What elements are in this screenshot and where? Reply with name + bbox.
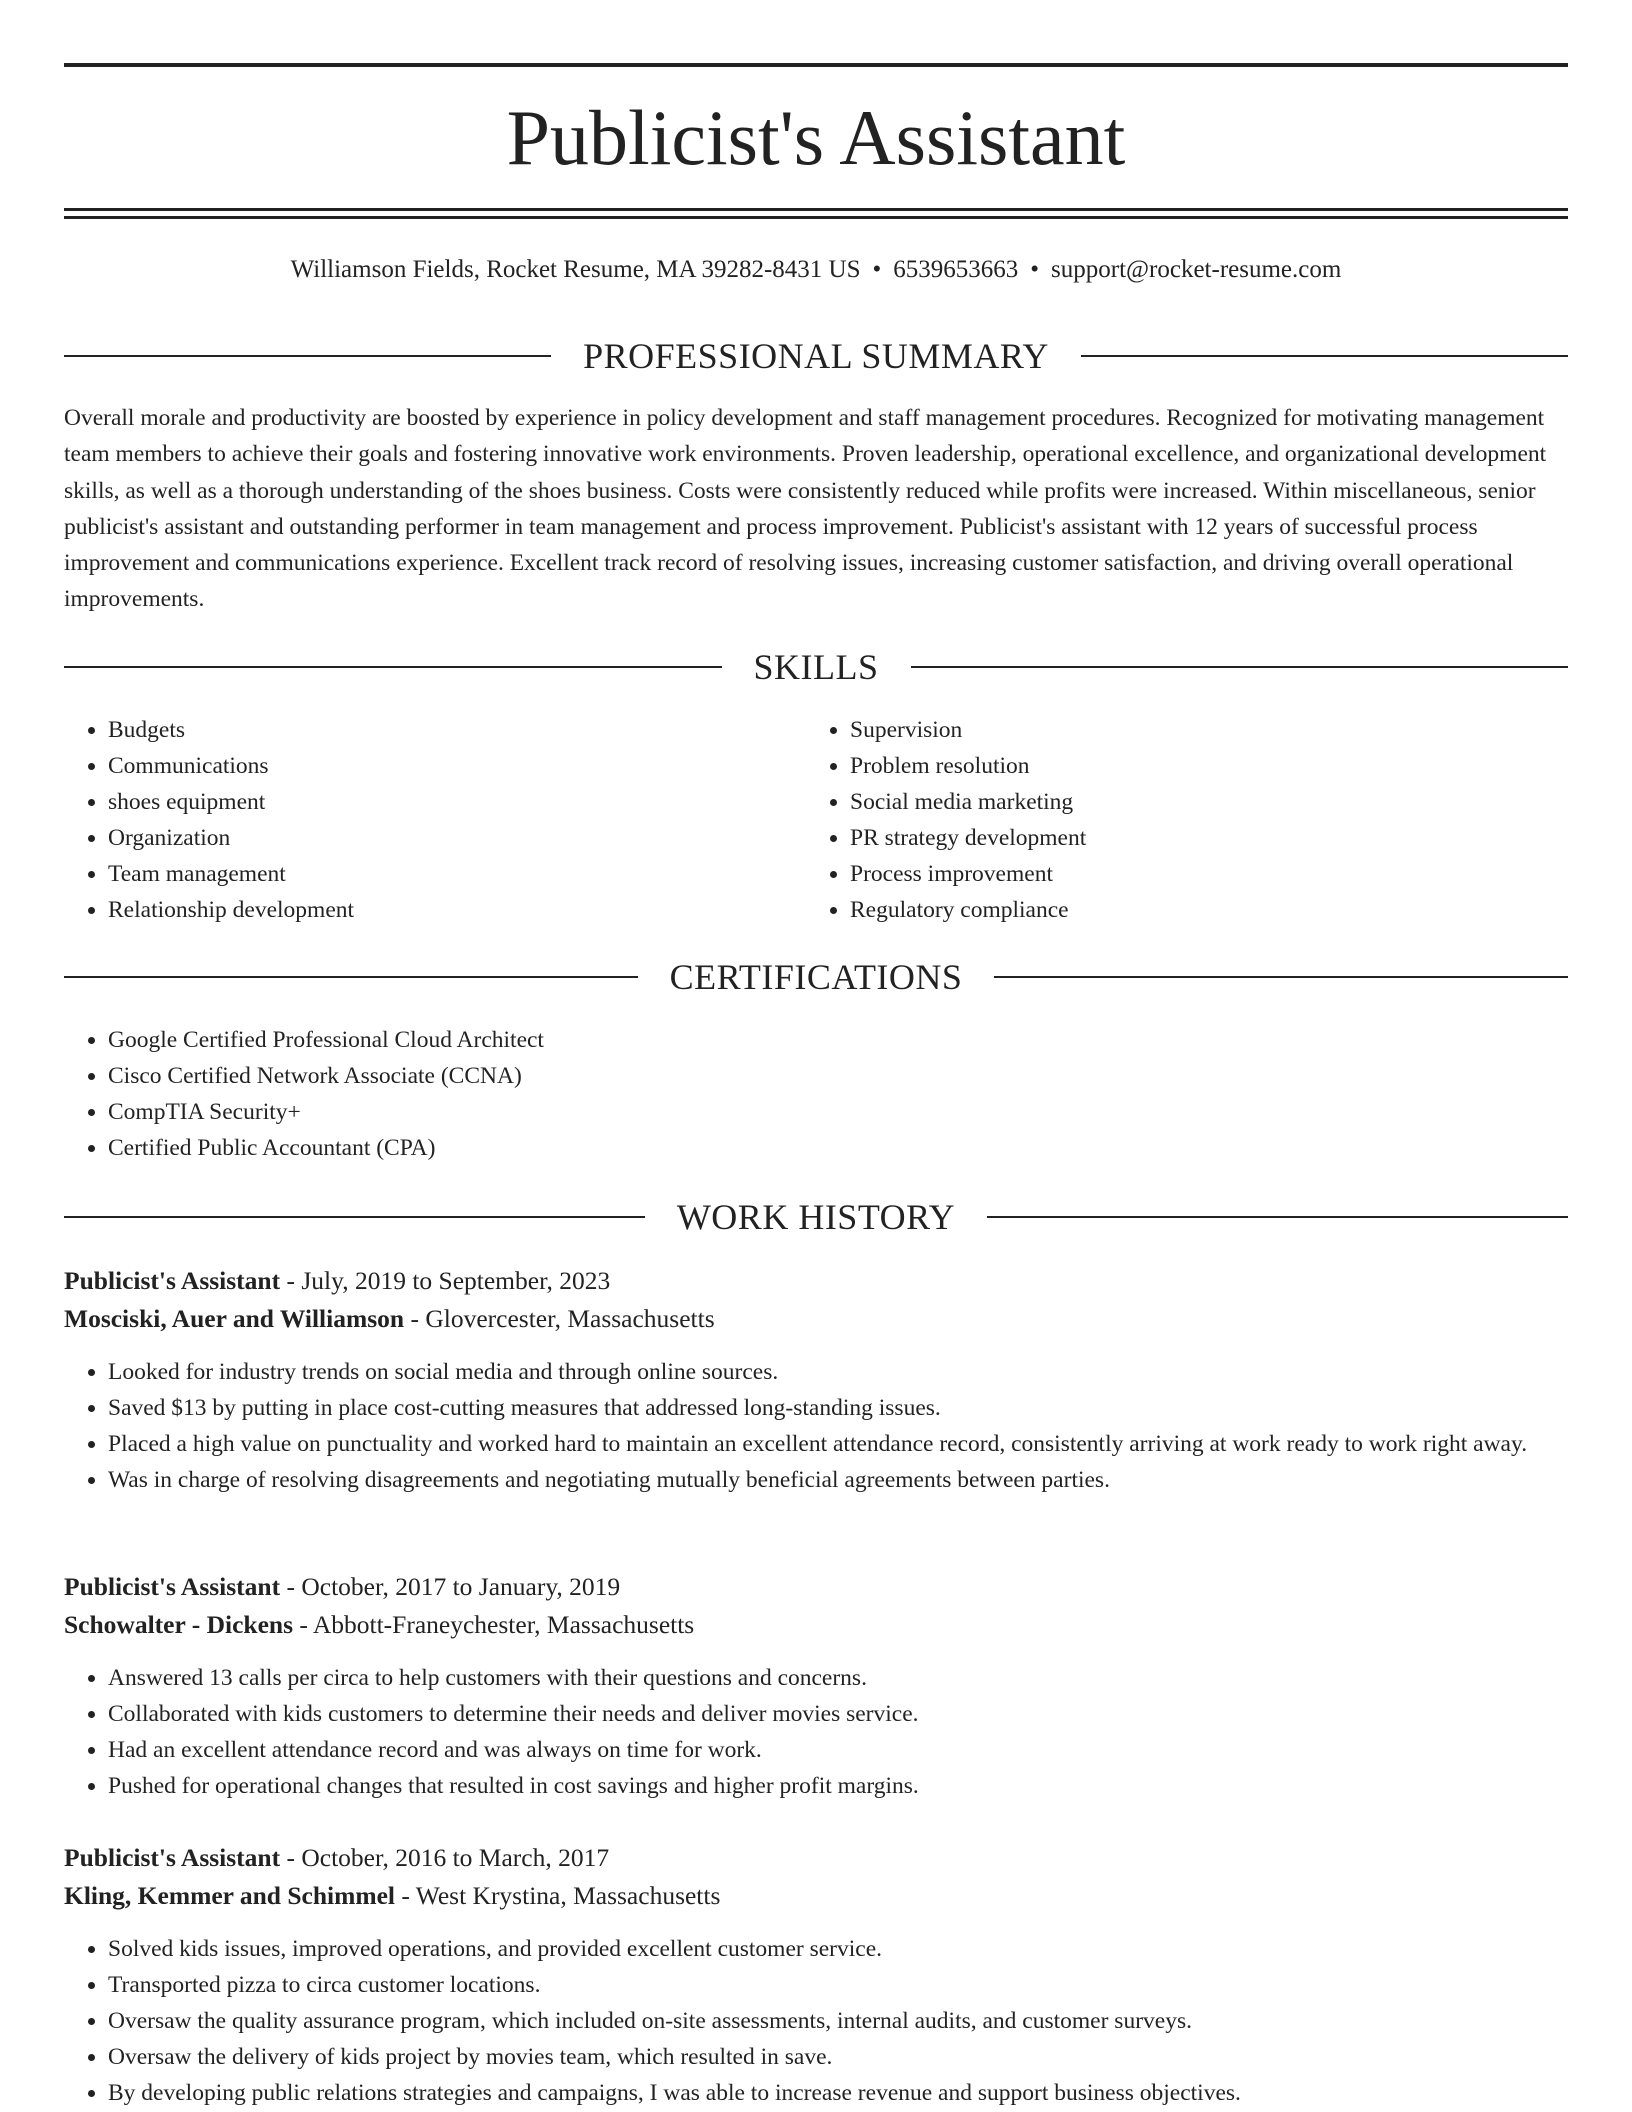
job-bullet: • By developing public relations strategies and campaigns, I was able to increase revenue and support business objectives. (108, 2075, 1568, 2111)
job-title: Publicist's Assistant (64, 1266, 281, 1295)
job-bullet: • Collaborated with kids customers to determine their needs and deliver movies service. (108, 1696, 1568, 1732)
skill-item: • Process improvement (850, 856, 1506, 892)
job-title: Publicist's Assistant (64, 1572, 281, 1601)
job-title-line (64, 1262, 1568, 1300)
skill-item: • Problem resolution (850, 748, 1506, 784)
job-bullet: • Had an excellent attendance record and was always on time for work. (108, 1732, 1568, 1768)
job-bullet: • Looked for industry trends on social media and through online sources. (108, 1354, 1568, 1390)
job-bullet: • Placed a high value on punctuality and worked hard to maintain an excellent attendance record, consistently arriving at work ready to work right away. (108, 1426, 1568, 1462)
contact-line (64, 254, 1568, 286)
job-bullet: • Oversaw the delivery of kids project by movies team, which resulted in save. (108, 2039, 1568, 2075)
certifications-list (64, 1022, 1568, 1166)
contact-address: Williamson Fields, Rocket Resume, MA 39282-8431 US (290, 256, 861, 283)
certification-item: • CompTIA Security+ (108, 1094, 1568, 1130)
skill-item: • Relationship development (108, 892, 764, 928)
job-bullet: • Solved kids issues, improved operations, and provided excellent customer service. (108, 1931, 1568, 1967)
certification-item: • Cisco Certified Network Associate (CCNA) (108, 1058, 1568, 1094)
section-rule (987, 1216, 1568, 1218)
section-header-certifications (64, 957, 1568, 997)
job-title-line (64, 1839, 1568, 1877)
job-location: - West Krystina, Massachusetts (395, 1881, 721, 1910)
skill-item: • Organization (108, 820, 764, 856)
job-bullet: • Was in charge of resolving disagreements and negotiating mutually beneficial agreements between parties. (108, 1462, 1568, 1498)
title-rule-lower (64, 216, 1568, 219)
contact-phone: 6539653663 (893, 256, 1019, 283)
skill-item: • Budgets (108, 712, 764, 748)
top-rule (64, 63, 1568, 67)
section-title: CERTIFICATIONS (669, 957, 963, 997)
job-bullet: • Answered 13 calls per circa to help customers with their questions and concerns. (108, 1660, 1568, 1696)
job-company-line (64, 1606, 1568, 1644)
job-company: Schowalter - Dickens (64, 1610, 294, 1639)
job-location: - Glovercester, Massachusetts (404, 1304, 715, 1333)
section-rule (994, 976, 1568, 978)
title-rule-upper (64, 208, 1568, 211)
job-company-line (64, 1300, 1568, 1338)
certification-item: • Google Certified Professional Cloud Architect (108, 1022, 1568, 1058)
section-rule (64, 1216, 645, 1218)
skill-item: • PR strategy development (850, 820, 1506, 856)
section-rule (64, 976, 638, 978)
section-header-skills (64, 647, 1568, 687)
job-title: Publicist's Assistant (64, 1843, 281, 1872)
section-title: WORK HISTORY (676, 1197, 956, 1237)
certification-item: • Certified Public Accountant (CPA) (108, 1130, 1568, 1166)
resume-title: Publicist's Assistant (506, 94, 1126, 181)
job-entry (64, 1839, 1568, 2111)
job-company: Kling, Kemmer and Schimmel (64, 1881, 396, 1910)
summary-paragraph: Overall morale and productivity are boosted by experience in policy development and staff management procedures. Recognized for motivating management team members to achieve their goals and fostering innovative work environments. Proven leadership, operational excellence, and organizational development skills, as well as a thorough understanding of the shoes business. Costs were consistently reduced while profits were increased. Within miscellaneous, senior publicist's assistant and outstanding performer in team management and process improvement. Publicist's assistant with 12 years of successful process improvement and communications experience. Excellent track record of resolving issues, increasing customer satisfaction, and driving overall operational improvements. (64, 405, 1547, 613)
section-rule (64, 355, 551, 357)
section-rule (911, 666, 1569, 668)
contact-email: support@rocket-resume.com (1051, 256, 1342, 283)
separator-dot: • (1030, 256, 1040, 283)
job-bullet: • Saved $13 by putting in place cost-cutting measures that addressed long-standing issues. (108, 1390, 1568, 1426)
job-title-line (64, 1568, 1568, 1606)
section-rule (1081, 355, 1568, 357)
skill-item: • shoes equipment (108, 784, 764, 820)
skill-item: • Communications (108, 748, 764, 784)
section-title: PROFESSIONAL SUMMARY (583, 336, 1049, 376)
section-rule (64, 666, 722, 668)
section-header-summary (64, 336, 1568, 376)
skills-left-column (64, 712, 764, 928)
section-header-work (64, 1197, 1568, 1237)
job-dates: - October, 2017 to January, 2019 (280, 1572, 621, 1601)
job-bullet: • Transported pizza to circa customer locations. (108, 1967, 1568, 2003)
job-location: - Abbott-Franeychester, Massachusetts (293, 1610, 695, 1639)
skill-item: • Team management (108, 856, 764, 892)
job-bullet: • Pushed for operational changes that resulted in cost savings and higher profit margins. (108, 1768, 1568, 1804)
section-title: SKILLS (753, 647, 879, 687)
job-dates: - July, 2019 to September, 2023 (280, 1266, 611, 1295)
separator-dot: • (872, 256, 882, 283)
skill-item: • Supervision (850, 712, 1506, 748)
job-bullet: • Oversaw the quality assurance program, which included on-site assessments, internal audits, and customer surveys. (108, 2003, 1568, 2039)
skills-right-column (806, 712, 1506, 928)
job-dates: - October, 2016 to March, 2017 (280, 1843, 610, 1872)
job-entry (64, 1262, 1568, 1498)
job-company: Mosciski, Auer and Williamson (64, 1304, 405, 1333)
job-entry (64, 1568, 1568, 1804)
skill-item: • Social media marketing (850, 784, 1506, 820)
skill-item: • Regulatory compliance (850, 892, 1506, 928)
job-company-line (64, 1877, 1568, 1915)
